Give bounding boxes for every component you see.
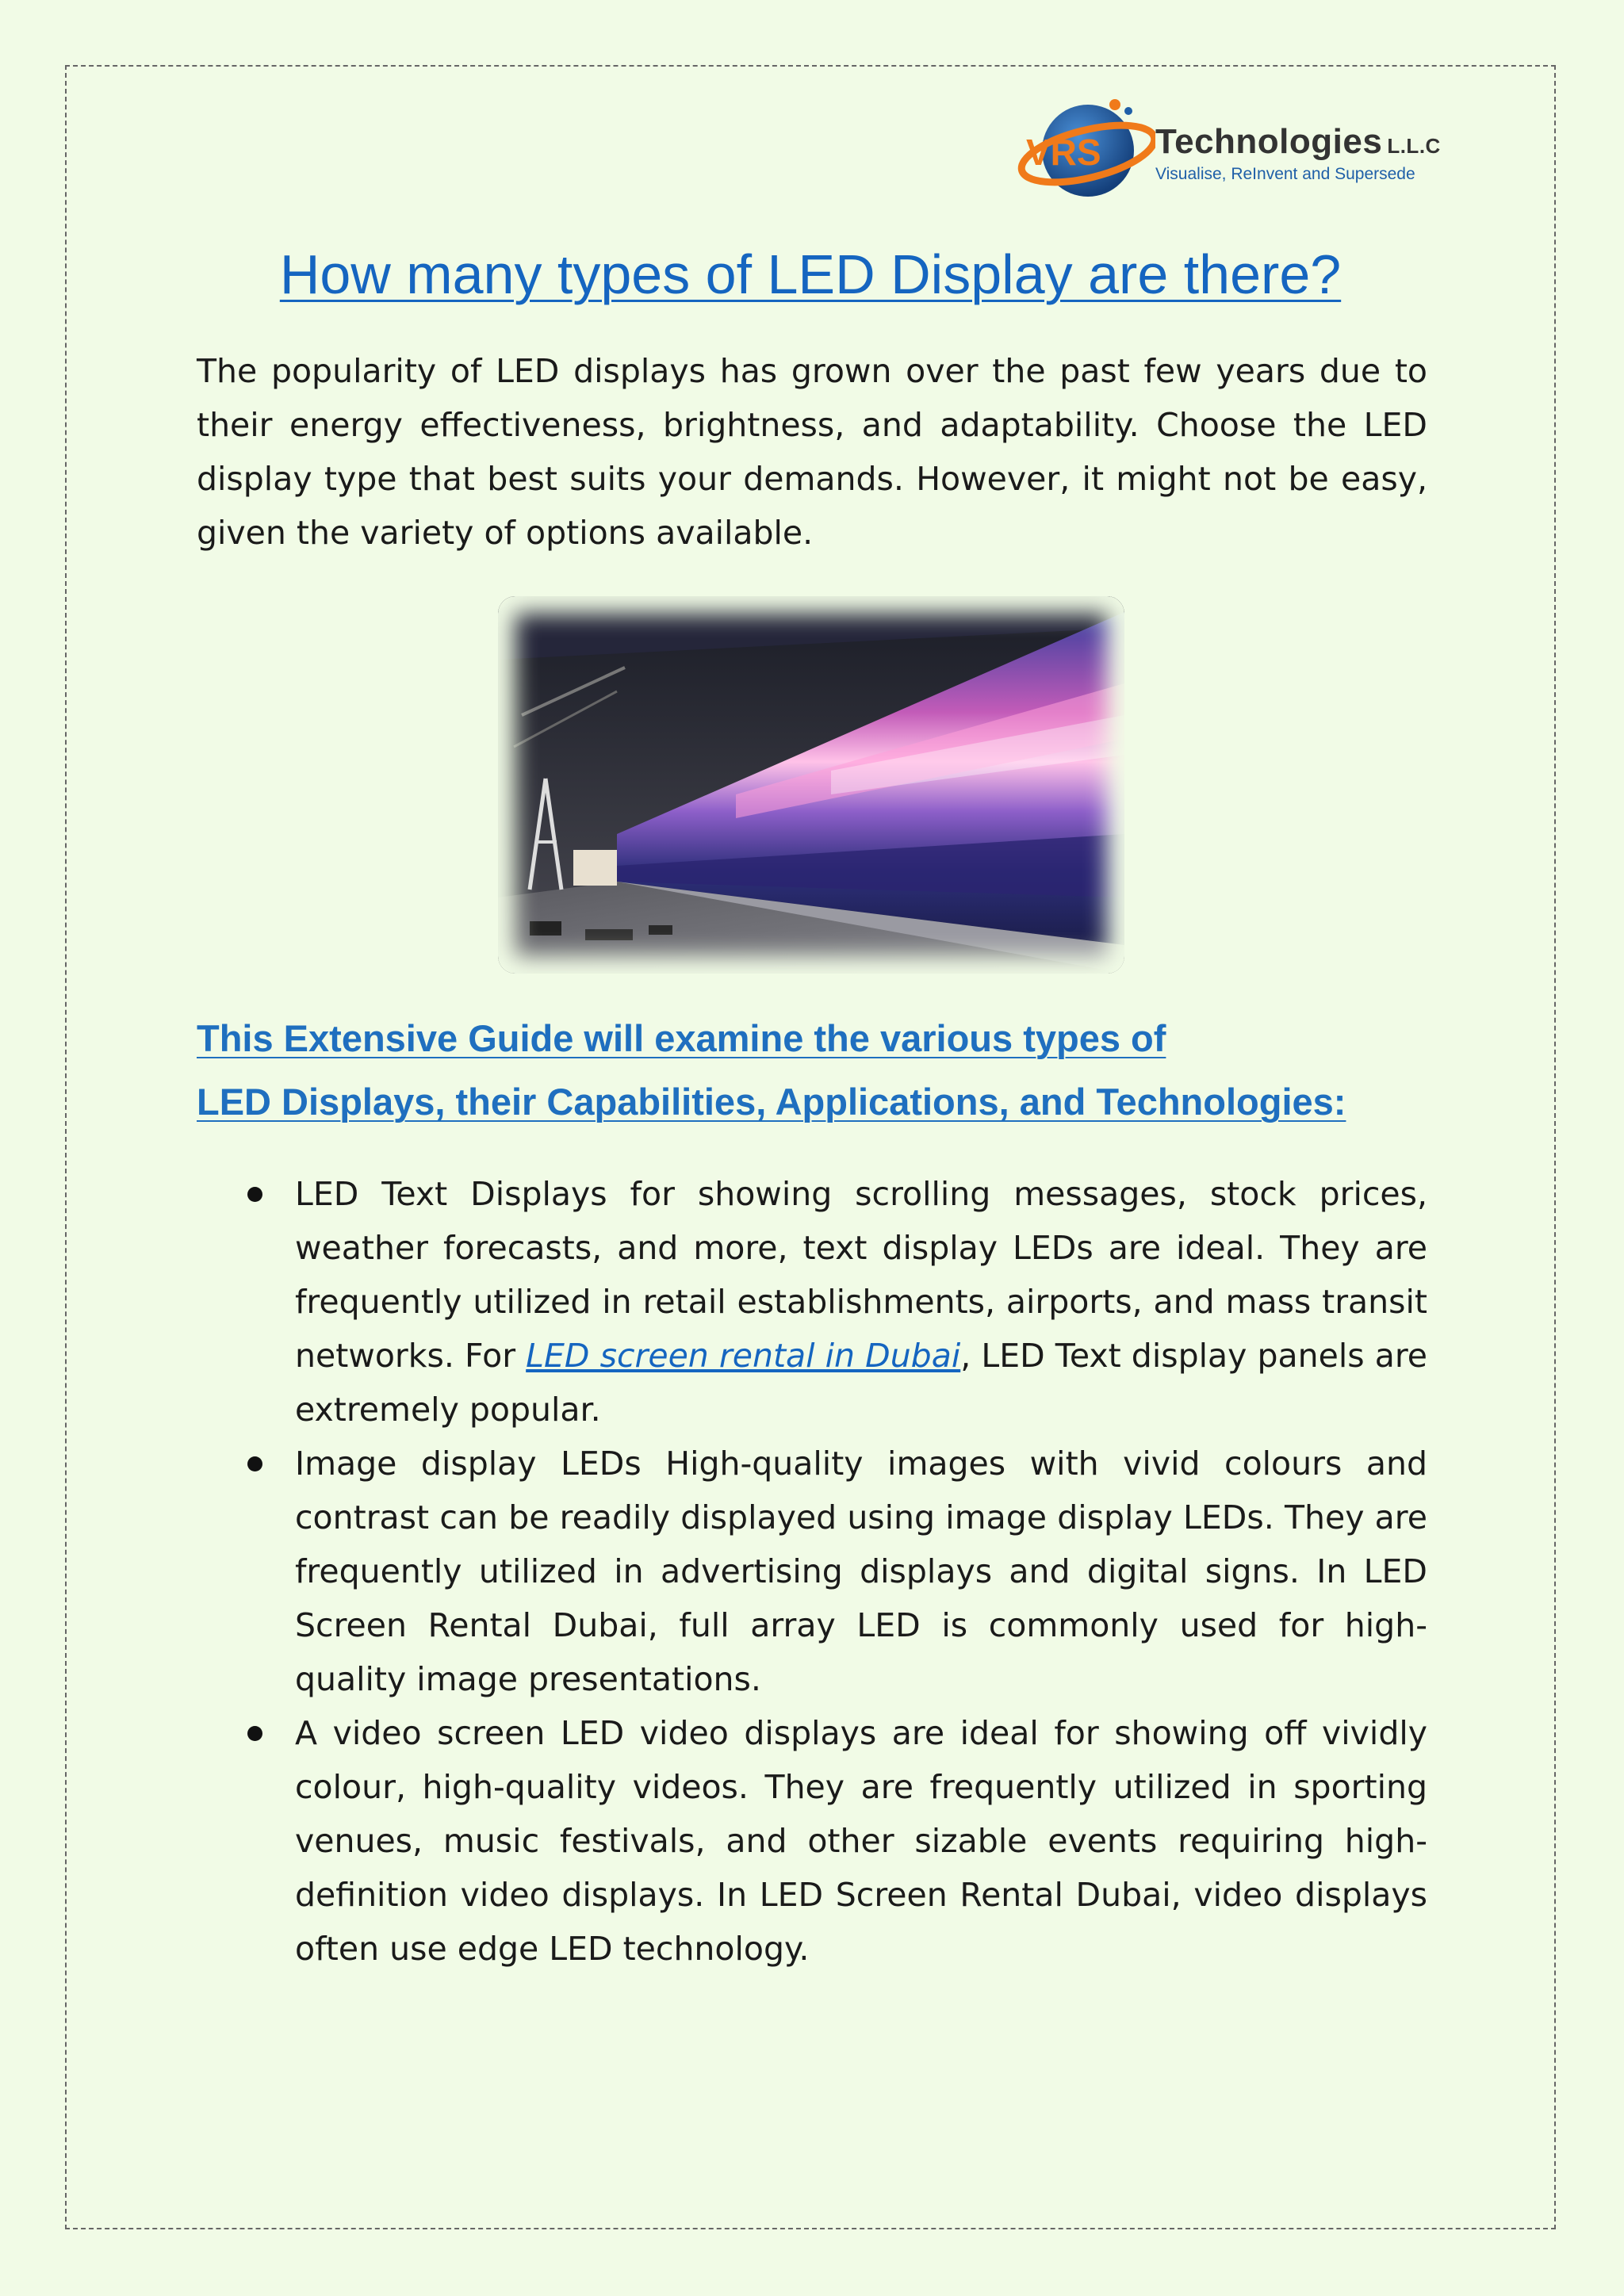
led-screen-rental-link[interactable]: LED screen rental in Dubai [526, 1337, 961, 1375]
company-logo [1017, 94, 1441, 206]
svg-text:VRS: VRS [1026, 132, 1101, 173]
led-types-list [197, 1167, 1427, 1976]
intro-paragraph: The popularity of LED displays has grown over the past few years due to their energy effectiveness, brightness, and adaptability. Choose the LED display type that best suits your demands. However, it might not be easy, given the variety of options available. [197, 352, 1427, 552]
subheading-line-2: LED Displays, their Capabilities, Applications, and Technologies: [197, 1081, 1346, 1123]
logo-tagline: Visualise, ReInvent and Supersede [1155, 165, 1415, 183]
subheading-line-1: This Extensive Guide will examine the various types of [197, 1017, 1166, 1059]
guide-subheading [197, 1007, 1427, 1134]
list-item: Image display LEDs High-quality images with vivid colours and contrast can be readily displayed using image display LEDs. They are frequently utilized in advertising displays and digital signs. In LED Screen Rental Dubai, full array LED is commonly used for high-quality image presentations. [197, 1437, 1427, 1706]
bullet-icon [247, 1187, 262, 1202]
bullet-icon [247, 1726, 262, 1741]
led-wall-photo [498, 596, 1124, 974]
vrs-globe-icon [1017, 94, 1155, 206]
list-item: LED Text Displays for showing scrolling messages, stock prices, weather forecasts, and more, text display LEDs are ideal. They are frequently utilized in retail establishments, airports, and mass transit networks. For LED screen rental in Dubai, LED Text display panels are extremely popular. [197, 1167, 1427, 1437]
logo-company-name: Technologies L.L.C [1155, 122, 1441, 161]
bullet-icon [247, 1456, 262, 1471]
page-title: How many types of LED Display are there? [279, 243, 1342, 305]
list-item: A video screen LED video displays are ideal for showing off vividly colour, high-quality videos. They are frequently utilized in sporting venues, music festivals, and other sizable events requiring high-definition video displays. In LED Screen Rental Dubai, video displays often use edge LED technology. [197, 1706, 1427, 1976]
